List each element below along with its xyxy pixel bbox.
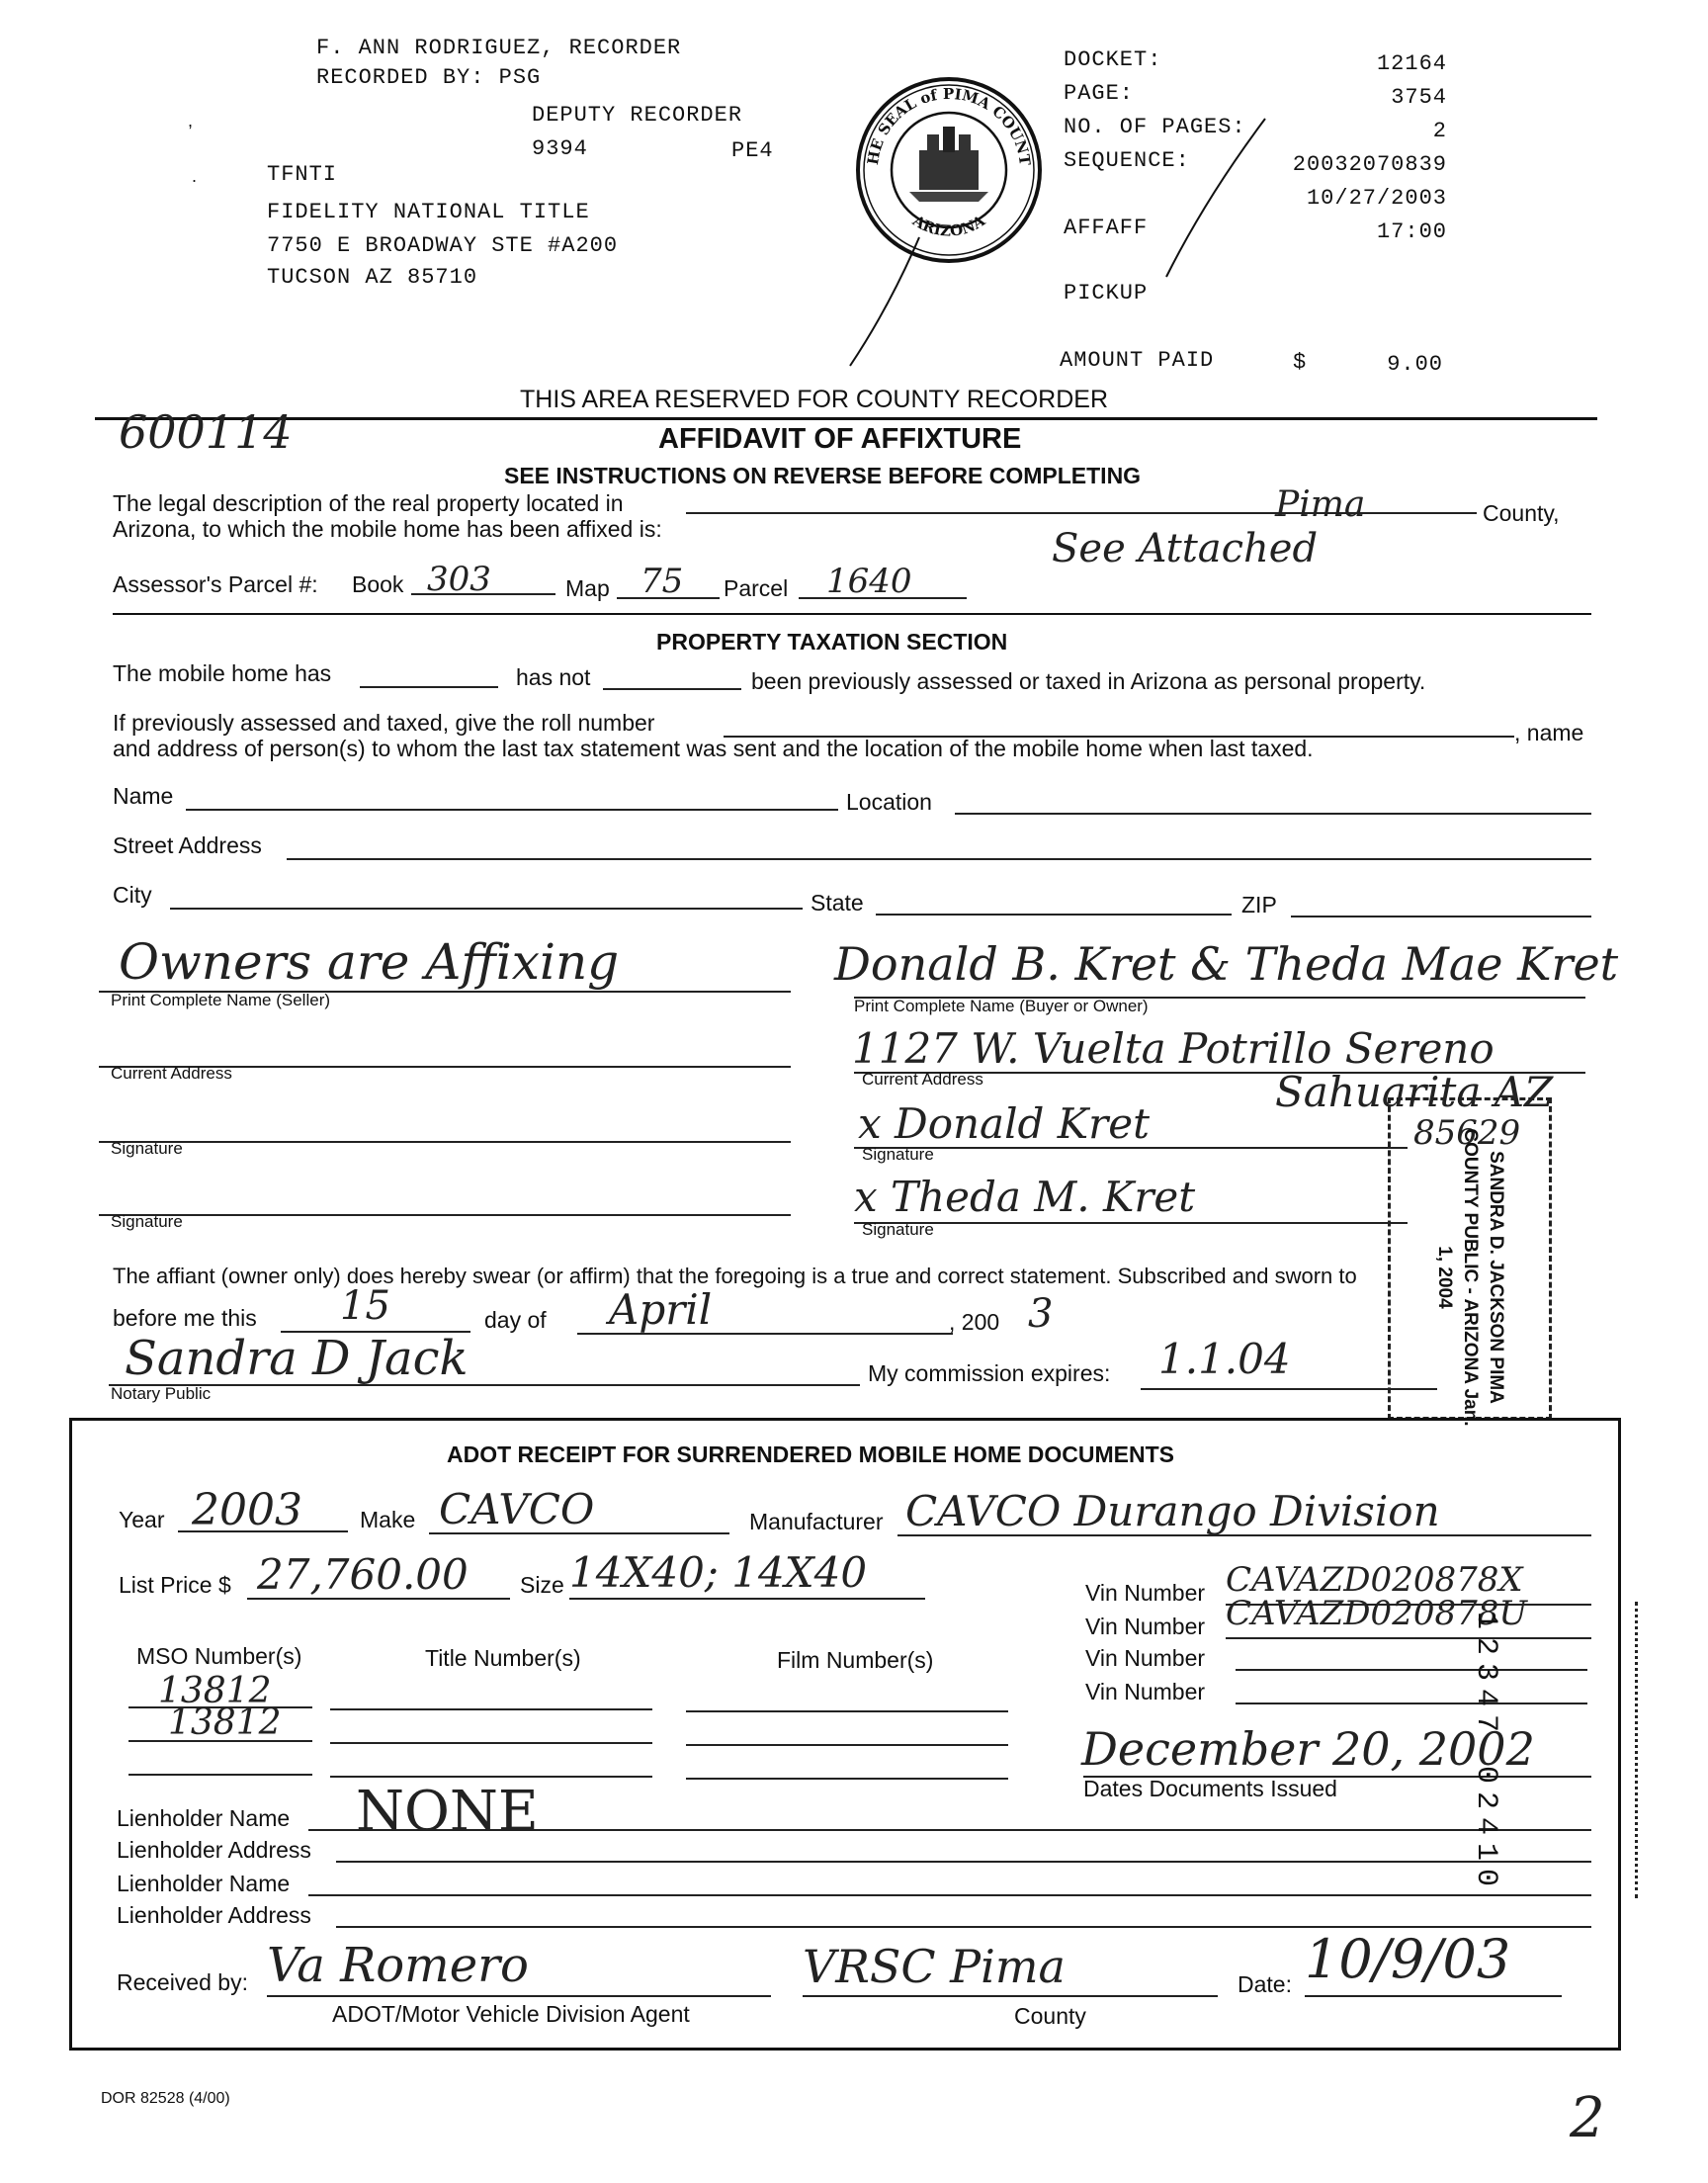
- price-label: List Price $: [119, 1572, 231, 1598]
- book-label: Book: [352, 571, 404, 597]
- seller-signature-line-1[interactable]: [99, 1141, 791, 1143]
- has-not-text: has not: [516, 664, 591, 690]
- receipt-date-value: 10/9/03: [1305, 1928, 1511, 1990]
- vin-line-4[interactable]: [1236, 1703, 1587, 1704]
- buyer-signature-line-1[interactable]: [854, 1147, 1408, 1149]
- has-not-line[interactable]: [603, 688, 741, 690]
- roll-text-2: and address of person(s) to whom the last tax statement was sent and the location of the mobile home when last taxed.: [113, 736, 1314, 761]
- street-label: Street Address: [113, 832, 262, 858]
- notary-stamp: [1388, 1097, 1552, 1427]
- price-line[interactable]: [247, 1598, 510, 1600]
- sequence-label: SEQUENCE:: [1064, 148, 1190, 173]
- page-value: 3754: [1391, 85, 1447, 110]
- adot-heading: ADOT RECEIPT FOR SURRENDERED MOBILE HOME DOCUMENTS: [447, 1441, 1175, 1467]
- affaff-label: AFFAFF: [1064, 216, 1149, 240]
- legal-text-2: Arizona, to which the mobile home has been affixed is:: [113, 516, 662, 542]
- return-address-line: 7750 E BROADWAY STE #A200: [267, 233, 619, 258]
- scan-edge-marks: [1635, 1602, 1646, 1898]
- handwritten-file-number: 600114: [119, 405, 293, 459]
- price-value: 27,760.00: [257, 1550, 469, 1599]
- amount-paid-value: 9.00: [1387, 352, 1443, 377]
- deputy-id: 9394: [532, 136, 588, 161]
- film-line-3[interactable]: [686, 1778, 1008, 1780]
- buyer-address-zip: 85629: [1413, 1113, 1521, 1153]
- buyer-name-label: Print Complete Name (Buyer or Owner): [854, 997, 1149, 1015]
- vin-value-2: CAVAZD020878U: [1226, 1594, 1528, 1633]
- vin-line-3[interactable]: [1236, 1669, 1587, 1671]
- manufacturer-line[interactable]: [897, 1534, 1591, 1536]
- agent-label: ADOT/Motor Vehicle Division Agent: [332, 2001, 690, 2027]
- pages-value: 2: [1432, 119, 1447, 143]
- recorded-by: RECORDED BY: PSG: [316, 65, 542, 90]
- year-value: 2003: [192, 1485, 302, 1535]
- day-value: 15: [340, 1283, 390, 1329]
- currency-symbol: $: [1293, 350, 1308, 375]
- seal-top-text: HE SEAL of PIMA COUNT: [863, 84, 1034, 167]
- buyer-signature-line-2[interactable]: [854, 1222, 1408, 1224]
- map-label: Map: [565, 575, 610, 601]
- month-value: April: [609, 1285, 713, 1334]
- vin-label-4: Vin Number: [1085, 1679, 1206, 1704]
- notary-signature-line[interactable]: [109, 1384, 860, 1386]
- dates-issued-label: Dates Documents Issued: [1083, 1776, 1337, 1801]
- location-line[interactable]: [955, 813, 1591, 815]
- receipt-date-label: Date:: [1238, 1971, 1292, 1997]
- manufacturer-value: CAVCO Durango Division: [905, 1487, 1440, 1535]
- has-text: The mobile home has: [113, 660, 332, 686]
- county-value: Pima: [1275, 484, 1366, 525]
- seal-bottom-text: ARIZONA: [909, 212, 988, 240]
- roll-text-1: If previously assessed and taxed, give the roll number: [113, 710, 655, 736]
- notary-stamp-text: SANDRA D. JACKSON PIMA COUNTY PUBLIC - ARIZONA Jan. 1, 2004: [1434, 1128, 1506, 1427]
- docket-value: 12164: [1376, 51, 1447, 76]
- street-line[interactable]: [287, 858, 1591, 860]
- notary-signature: Sandra D Jack: [125, 1331, 469, 1386]
- lienholder-address-line-1[interactable]: [336, 1861, 1591, 1863]
- map-value: 75: [640, 562, 684, 601]
- amount-paid-label: AMOUNT PAID: [1060, 348, 1215, 373]
- dates-issued-value: December 20, 2002: [1081, 1722, 1535, 1776]
- vin-label-2: Vin Number: [1085, 1614, 1206, 1639]
- size-value: 14X40; 14X40: [569, 1548, 868, 1597]
- legal-description-value: See Attached: [1052, 526, 1319, 571]
- oath-text: The affiant (owner only) does hereby swear (or affirm) that the foregoing is a true and correct statement. Subscribed and sworn to: [113, 1264, 1357, 1288]
- reserved-area-text: THIS AREA RESERVED FOR COUNTY RECORDER: [520, 386, 1109, 413]
- state-line[interactable]: [876, 914, 1232, 916]
- lienholder-name-label-2: Lienholder Name: [117, 1871, 291, 1896]
- seller-name-label: Print Complete Name (Seller): [111, 991, 331, 1009]
- parcel-value: 1640: [826, 562, 912, 601]
- county-sig-label: County: [1014, 2003, 1086, 2029]
- deputy-code: PE4: [731, 138, 774, 163]
- seller-signature-label-1: Signature: [111, 1139, 183, 1158]
- received-by-label: Received by:: [117, 1969, 248, 1995]
- parcel-word: Parcel: [724, 575, 789, 601]
- title-line-3[interactable]: [330, 1776, 652, 1778]
- city-line[interactable]: [170, 908, 803, 910]
- side-document-number: 12347 02410: [1469, 1612, 1502, 1895]
- county-signature: VRSC Pima: [803, 1940, 1066, 1993]
- title-line-1[interactable]: [330, 1708, 652, 1710]
- film-line-2[interactable]: [686, 1744, 1008, 1746]
- mso-value-1: 13812: [158, 1671, 272, 1711]
- zip-label: ZIP: [1241, 892, 1277, 917]
- recorder-name: F. ANN RODRIGUEZ, RECORDER: [316, 36, 682, 60]
- before-me-text: before me this: [113, 1305, 257, 1331]
- buyer-signature-1: x Donald Kret: [858, 1099, 1150, 1148]
- manufacturer-label: Manufacturer: [749, 1509, 884, 1534]
- buyer-address-value: 1127 W. Vuelta Potrillo Sereno: [852, 1024, 1494, 1073]
- record-time: 17:00: [1376, 219, 1447, 244]
- year-suffix: 3: [1028, 1291, 1054, 1337]
- vin-label-1: Vin Number: [1085, 1580, 1206, 1606]
- corner-page-mark: 2: [1570, 2086, 1605, 2150]
- record-date: 10/27/2003: [1306, 186, 1447, 211]
- roll-name-text: , name: [1514, 720, 1584, 745]
- name-line[interactable]: [186, 809, 838, 811]
- name-label: Name: [113, 783, 174, 809]
- received-by-signature: Va Romero: [267, 1938, 529, 1993]
- make-line[interactable]: [429, 1532, 729, 1534]
- lienholder-address-label-1: Lienholder Address: [117, 1837, 311, 1863]
- buyer-address-city: Sahuarita AZ: [1275, 1068, 1554, 1116]
- year-line[interactable]: [178, 1530, 348, 1532]
- day-of-text: day of: [484, 1307, 547, 1333]
- year-label: Year: [119, 1507, 165, 1532]
- has-line[interactable]: [360, 686, 498, 688]
- commission-value: 1.1.04: [1158, 1335, 1291, 1383]
- size-label: Size: [520, 1572, 564, 1598]
- return-address-line: FIDELITY NATIONAL TITLE: [267, 200, 590, 224]
- receipt-date-line[interactable]: [1305, 1995, 1562, 1997]
- pages-label: NO. OF PAGES:: [1064, 115, 1246, 139]
- vin-value-1: CAVAZD020878X: [1226, 1560, 1523, 1600]
- taxation-heading: PROPERTY TAXATION SECTION: [656, 629, 1008, 655]
- stray-mark: .: [192, 166, 198, 186]
- commission-label: My commission expires:: [868, 1360, 1111, 1386]
- year-prefix: , 200: [949, 1309, 1000, 1335]
- mso-value-2: 13812: [168, 1703, 282, 1743]
- mso-label: MSO Number(s): [136, 1643, 302, 1669]
- lienholder-name-label-1: Lienholder Name: [117, 1805, 291, 1831]
- reserved-divider: [95, 417, 1597, 420]
- lienholder-name-line-2[interactable]: [308, 1894, 1591, 1896]
- zip-line[interactable]: [1291, 916, 1591, 917]
- parcel-label: Assessor's Parcel #:: [113, 571, 318, 597]
- seller-address-label: Current Address: [111, 1064, 232, 1083]
- title-number-label: Title Number(s): [425, 1645, 581, 1671]
- assessed-text: been previously assessed or taxed in Arizona as personal property.: [751, 668, 1426, 694]
- seller-name-value: Owners are Affixing: [119, 933, 620, 991]
- mso-line-2[interactable]: [128, 1740, 312, 1742]
- seller-signature-line-2[interactable]: [99, 1214, 791, 1216]
- make-value: CAVCO: [439, 1485, 595, 1533]
- pickup-label: PICKUP: [1064, 281, 1149, 306]
- sequence-value: 20032070839: [1292, 152, 1447, 177]
- deputy-recorder: DEPUTY RECORDER: [532, 103, 743, 128]
- document-subtitle: SEE INSTRUCTIONS ON REVERSE BEFORE COMPLETING: [504, 463, 1142, 488]
- buyer-signature-2: x Theda M. Kret: [854, 1173, 1196, 1221]
- title-line-2[interactable]: [330, 1742, 652, 1744]
- film-line-1[interactable]: [686, 1710, 1008, 1712]
- lienholder-address-label-2: Lienholder Address: [117, 1902, 311, 1928]
- size-line[interactable]: [569, 1598, 925, 1600]
- legal-divider: [113, 613, 1591, 615]
- vin-line-2[interactable]: [1226, 1637, 1591, 1639]
- film-number-label: Film Number(s): [777, 1647, 934, 1673]
- vin-label-3: Vin Number: [1085, 1645, 1206, 1671]
- county-label: County,: [1483, 500, 1560, 526]
- lienholder-value: NONE: [356, 1780, 539, 1844]
- docket-label: DOCKET:: [1064, 47, 1162, 72]
- buyer-name-value: Donald B. Kret & Theda Mae Kret: [834, 937, 1619, 991]
- state-label: State: [811, 890, 864, 916]
- seller-signature-label-2: Signature: [111, 1212, 183, 1231]
- notary-label: Notary Public: [111, 1384, 212, 1403]
- document-title: AFFIDAVIT OF AFFIXTURE: [658, 423, 1022, 455]
- stray-mark: ,: [188, 111, 194, 131]
- make-label: Make: [360, 1507, 416, 1532]
- legal-text-1: The legal description of the real property located in: [113, 490, 624, 516]
- mso-line-3[interactable]: [128, 1774, 312, 1776]
- location-label: Location: [846, 789, 932, 815]
- buyer-address-label: Current Address: [862, 1070, 983, 1089]
- buyer-signature-label-1: Signature: [862, 1145, 934, 1164]
- book-value: 303: [427, 560, 491, 599]
- page-label: PAGE:: [1064, 81, 1135, 106]
- form-number: DOR 82528 (4/00): [101, 2090, 230, 2107]
- county-sig-line[interactable]: [803, 1995, 1218, 1997]
- commission-line[interactable]: [1141, 1388, 1437, 1390]
- return-address-line: TFNTI: [267, 162, 338, 187]
- return-address-line: TUCSON AZ 85710: [267, 265, 478, 290]
- buyer-signature-label-2: Signature: [862, 1220, 934, 1239]
- city-label: City: [113, 882, 152, 908]
- received-by-line[interactable]: [267, 1995, 771, 1997]
